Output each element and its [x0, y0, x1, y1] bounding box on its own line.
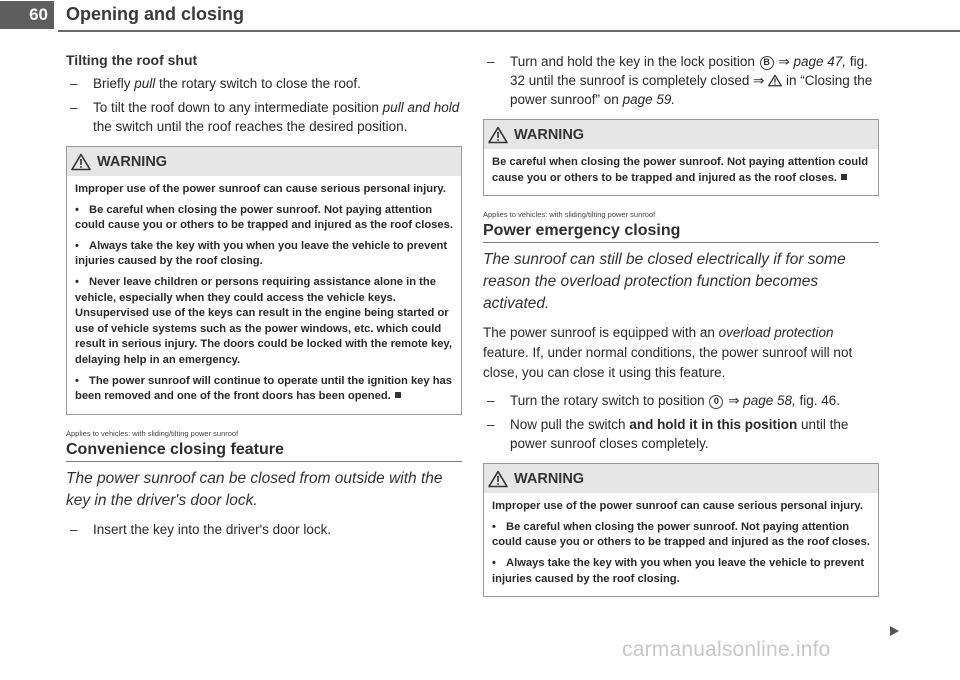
right-column: [483, 52, 879, 605]
para-emphasis: overload protection: [718, 325, 834, 341]
lock-position-b-icon: B: [760, 56, 774, 70]
end-of-section-icon: [841, 174, 847, 180]
warning-box: [483, 463, 879, 597]
warning-body: [484, 493, 878, 596]
convenience-lead: The power sunroof can be closed from outside with the key in the driver's door lock.: [66, 469, 443, 509]
warning-bullet: • Always take the key with you when you leave the vehicle to prevent injuries caused by the roof closing.: [492, 556, 865, 585]
bullet-text: The power sunroof will continue to operate until the ignition key has been removed and one of the front doors has been opened.: [75, 374, 452, 403]
page-header: [0, 0, 960, 34]
overload-paragraph: [483, 323, 879, 383]
warning-bullet: • Never leave children or persons requiring assistance alone in the vehicle, especially when they could access the vehicle keys. Unsupervised use of the keys can result in the engine being started or use of vehicle systems such as the power windows, etc. which could result in serious injury. The doors could be locked with the remote key, delaying help in an emergency.: [75, 275, 452, 366]
step-text: Now pull the switch: [510, 417, 630, 433]
page-reference[interactable]: page 47,: [793, 54, 847, 69]
warning-bullet: • Always take the key with you when you leave the vehicle to prevent injuries caused by the roof closing.: [75, 239, 448, 268]
step-bold: and hold it in this position: [629, 417, 798, 433]
step-text: To tilt the roof down to any intermediate position: [93, 100, 383, 115]
warning-bullet: • Be careful when closing the power sunroof. Not paying attention could cause you or others to be trapped and injured as the roof closes.: [492, 520, 870, 549]
step-text: until the power sunroof closes completely.: [510, 417, 849, 452]
warning-header: [484, 464, 878, 493]
step-text: “Closing the power sunroof” on: [510, 73, 873, 107]
turn-key-step: [483, 52, 879, 109]
dash-marker: –: [487, 393, 495, 409]
warning-triangle-icon: [488, 470, 508, 488]
step-text: fig. 32 until the sunroof is completely closed: [510, 54, 868, 88]
step-text: the rotary switch to close the roof.: [155, 76, 361, 91]
warning-header: [67, 147, 461, 176]
tilt-heading: Tilting the roof shut: [66, 52, 198, 68]
warning-text: [492, 155, 870, 186]
page-reference[interactable]: page 59.: [622, 92, 676, 107]
dash-marker: –: [487, 417, 495, 433]
applies-to-note: Applies to vehicles: with sliding/tilting power sunroof: [66, 428, 239, 438]
dash-marker: –: [70, 100, 78, 115]
continue-arrow-icon[interactable]: [887, 624, 901, 638]
step-text: Turn and hold the key in the lock position: [510, 54, 759, 69]
bullet-text: Always take the key with you when you leave the vehicle to prevent injuries caused by the roof closing.: [75, 239, 448, 268]
reference-arrow-icon: ⇒: [778, 54, 790, 69]
step-text: in: [785, 73, 797, 88]
dash-marker: –: [487, 54, 495, 69]
switch-position-0-icon: 0: [709, 395, 723, 409]
emergency-step-1: [483, 391, 879, 410]
convenience-heading: Convenience closing feature: [66, 441, 462, 462]
warning-intro: Improper use of the power sunroof can cause serious personal injury.: [492, 500, 863, 513]
warning-triangle-icon: [488, 126, 508, 144]
page-number: 60: [0, 1, 54, 29]
dash-marker: –: [70, 521, 78, 537]
warning-box: [483, 119, 879, 196]
tilt-step-1: [66, 74, 462, 93]
warning-bullet: • Be careful when closing the power sunroof. Not paying attention could cause you or others to be trapped and injured as the roof closes.: [75, 203, 453, 232]
warning-triangle-icon: [768, 74, 782, 87]
convenience-step-1: [66, 520, 462, 539]
step-emphasis: pull: [134, 76, 156, 91]
para-text: feature. If, under normal conditions, the power sunroof will not close, you can close it using this feature.: [483, 345, 853, 381]
step-emphasis: pull and hold: [382, 100, 460, 115]
para-text: The power sunroof is equipped with an: [483, 325, 719, 341]
warning-intro: Improper use of the power sunroof can cause serious personal injury.: [75, 183, 446, 195]
warning-title: WARNING: [514, 470, 585, 487]
step-text: Turn the rotary switch to position: [510, 393, 709, 409]
bullet-text: Be careful when closing the power sunroof. Not paying attention could cause you or others to be trapped and injured as the roof closes.: [75, 203, 453, 232]
bullet-text: Always take the key with you when you leave the vehicle to prevent injuries caused by the roof closing.: [492, 556, 865, 585]
warning-triangle-icon: [71, 153, 91, 171]
end-of-section-icon: [395, 392, 401, 398]
warning-sentence: Be careful when closing the power sunroof. Not paying attention could cause you or others to be trapped and injured as the roof closes.: [492, 156, 869, 184]
section-title: Opening and closing: [66, 4, 245, 24]
step-text: the switch until the roof reaches the desired position.: [93, 119, 408, 134]
dash-marker: –: [70, 76, 78, 91]
tilt-step-2: [66, 98, 462, 136]
warning-box: [66, 146, 462, 415]
warning-title: WARNING: [514, 126, 585, 143]
left-column: [66, 52, 462, 544]
warning-header: [484, 120, 878, 149]
watermark: carmanualsonline.info: [622, 638, 831, 661]
step-text: fig. 46.: [795, 393, 841, 409]
emergency-lead: The sunroof can still be closed electrically if for some reason the overload protection function becomes activated.: [483, 251, 846, 313]
reference-arrow-icon: ⇒: [728, 393, 740, 409]
bullet-text: Never leave children or persons requiring assistance alone in the vehicle, especially when they could access the vehicle keys. Unsupervised use of the keys can result in the engine being started or use of vehicle systems such as the power windows, etc. which could result in serious injury. The doors could be locked with the remote key, delaying help in an emergency.: [75, 275, 452, 366]
warning-bullet: • The power sunroof will continue to operate until the ignition key has been removed and one of the front doors has been opened.: [75, 374, 452, 403]
page-reference[interactable]: page 58,: [743, 393, 796, 409]
step-text: Briefly: [93, 76, 135, 91]
warning-body: [67, 176, 461, 414]
bullet-text: Be careful when closing the power sunroof. Not paying attention could cause you or others to be trapped and injured as the roof closes.: [492, 520, 870, 549]
warning-title: WARNING: [97, 153, 168, 170]
step-text: Insert the key into the driver's door lock.: [93, 521, 332, 537]
emergency-step-2: [483, 415, 879, 453]
applies-to-note: Applies to vehicles: with sliding/tilting power sunroof: [483, 210, 656, 220]
reference-arrow-icon: ⇒: [753, 73, 765, 88]
header-rule: [58, 30, 960, 32]
emergency-heading: Power emergency closing: [483, 222, 879, 243]
warning-body: [484, 149, 878, 195]
